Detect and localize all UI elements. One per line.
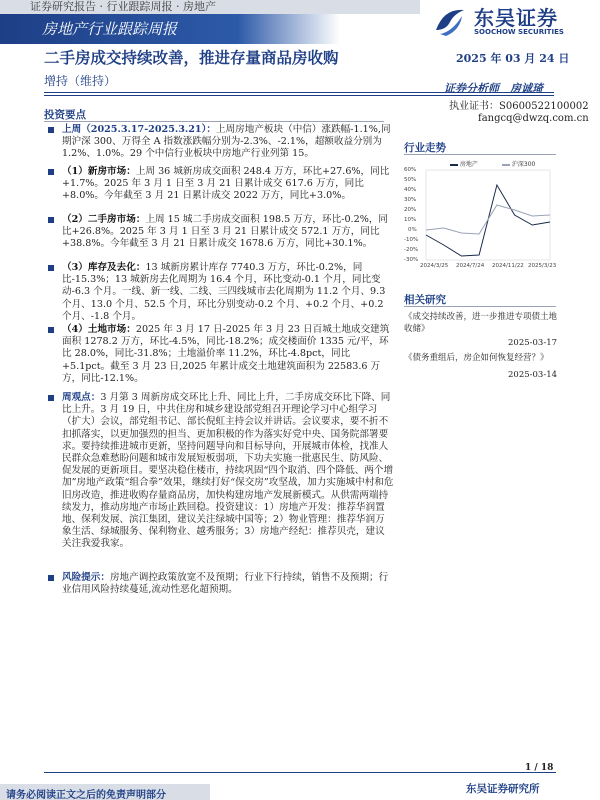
bullet-second-hand bbox=[44, 214, 394, 251]
logo-name-cn: 东吴证券 bbox=[474, 6, 558, 30]
x-tick: 2025/3/23 bbox=[528, 263, 557, 269]
series-line-property bbox=[426, 185, 550, 256]
bullet-text: 3 月第 3 周新房成交环比上升、同比上升，二手房成交环比下降、同比上升。3 月 19 日，中共住房和城乡建设部党组召开理论学习中心组学习（扩大）会议，部党组书记、部长倪虹主持会议并讲话。会议要求，要不折不扣抓落实，以更加强烈的担当、更加积极的作为落实好党中央、国务院部署要求。要持续推进城市更新，坚持问题导向和目标导向，开展城市体检，找准人民群众急难愁盼问题和城市发展短板弱项，下功夫实施一批惠民生、防风险、促发展的更新项目。要坚决稳住楼市，持续巩固“四个取消、四个降低、两个增加”房地产政策“组合拳”效果，继续打好“保交房”攻坚战，加力实施城中村和危旧房改造，推进收购存量商品房，加快构建房地产发展新模式。从供需两端持续发力，推动房地产市场止跌回稳。投资建议：1）房地产开发：推荐华润置地、保利发展、滨江集团，建议关注绿城中国等；2）物业管理：推荐华润万象生活、绿城服务、保利物业、越秀服务；3）房地产经纪：推荐贝壳，建议关注我爱我家。 bbox=[62, 392, 394, 550]
related-item-title[interactable]: 《债务重组后，房企如何恢复经营？》 bbox=[404, 353, 549, 363]
legend-swatch-csi300 bbox=[502, 164, 510, 166]
investment-points-rule bbox=[44, 121, 384, 122]
x-tick: 2024/3/25 bbox=[420, 263, 449, 269]
bullet-square-icon bbox=[48, 327, 54, 333]
related-rule bbox=[404, 306, 556, 307]
legend-label-csi300: 沪深300 bbox=[511, 161, 536, 168]
y-tick: -10% bbox=[404, 237, 419, 243]
report-headline: 二手房成交持续改善，推进存量商品房收购 bbox=[44, 48, 339, 67]
footer-rule bbox=[44, 772, 556, 773]
bullet-text: 上周房地产板块（中信）涨跌幅-1.1%,同期沪深 300、万得全 A 指数涨跌幅分别为-2.3%、-2.1%，超额收益分别为 1.2%、1.0%。29 个中信行业板块中房地产行业列第 15。 bbox=[62, 124, 391, 160]
company-logo bbox=[432, 2, 592, 42]
y-tick: 20% bbox=[404, 207, 417, 213]
bullet-lead: （3）库存及去化： bbox=[62, 262, 146, 273]
bullet-weekly-view bbox=[44, 392, 394, 551]
bullet-square-icon bbox=[48, 169, 54, 175]
bullet-text: 上周 15 城二手房成交面积 198.5 万方，环比-0.2%，同比+26.8%。2025 年 3 月 1 日至 3 月 21 日累计成交 572.1 万方，同比+38.8%。今年截至 3 月 21 日累计成交 1678.6 万方，同比+30.1%。 bbox=[62, 214, 389, 250]
bullet-square-icon bbox=[48, 217, 54, 223]
bullet-square-icon bbox=[48, 127, 54, 133]
related-item-title[interactable]: 《成交持续改善，进一步推进专项债土地收储》 bbox=[404, 312, 558, 334]
report-date: 2025 年 03 月 24 日 bbox=[456, 52, 570, 65]
section-label: 房地产行业跟踪周报 bbox=[42, 20, 178, 38]
bullet-lead: 周观点： bbox=[62, 392, 101, 403]
disclaimer-strip bbox=[0, 784, 210, 800]
bullet-lead: 上周（2025.3.17-2025.3.21）： bbox=[62, 124, 216, 135]
bullet-square-icon bbox=[48, 575, 54, 581]
y-tick: 50% bbox=[404, 177, 417, 183]
bullet-lead: （4）土地市场： bbox=[62, 324, 136, 335]
y-tick: 40% bbox=[404, 187, 417, 193]
analyst-cert: 执业证书：S0600522100002 bbox=[449, 101, 589, 112]
page-number: 1 / 18 bbox=[525, 763, 554, 773]
disclaimer-text: 请务必阅读正文之后的免责声明部分 bbox=[6, 790, 166, 800]
y-tick: -30% bbox=[404, 257, 419, 263]
series-line-csi300 bbox=[426, 205, 550, 234]
y-tick: 0% bbox=[408, 227, 417, 233]
trend-title: 行业走势 bbox=[404, 142, 446, 154]
bullet-risk bbox=[44, 572, 394, 596]
bullet-square-icon bbox=[48, 395, 54, 401]
y-tick: 10% bbox=[404, 217, 417, 223]
related-title: 相关研究 bbox=[404, 294, 446, 306]
rating: 增持（维持） bbox=[44, 74, 117, 88]
legend-label-property: 房地产 bbox=[459, 161, 478, 168]
bullet-new-home bbox=[44, 166, 394, 203]
logo-mark-icon bbox=[432, 4, 468, 38]
y-tick: 30% bbox=[404, 197, 417, 203]
related-item-date: 2025-03-14 bbox=[508, 370, 558, 380]
section-strip bbox=[0, 14, 340, 44]
bullet-text: 2025 年 3 月 17 日-2025 年 3 月 23 日百城土地成交建筑面积 1278.2 万方，环比-4.5%，同比-18.2%；成交楼面价 1335 元/平，环比 28.0%，同比-31.8%；土地溢价率 11.2%，环比-4.8pct，同比+5.1pct。截至 3 月 23 日,2025 年累计成交土地建筑面积为 22583.6 万方，同比-12.1%。 bbox=[62, 324, 390, 384]
bullet-inventory bbox=[44, 262, 394, 323]
y-tick: 60% bbox=[404, 167, 417, 173]
trend-chart-svg bbox=[404, 157, 556, 269]
legend-item-csi300 bbox=[502, 159, 535, 168]
analyst-name: 证券分析师 房诚琦 bbox=[444, 82, 543, 95]
bullet-land-market bbox=[44, 324, 394, 385]
bullet-text: 上周 36 城新房成交面积 248.4 万方，环比+27.6%，同比+1.7%。2025 年 3 月 1 日至 3 月 21 日累计成交 617.6 万方，同比+8.0%。今年截至 3 月 21 日累计成交 2022 万方，同比+3.0%。 bbox=[62, 166, 390, 202]
bullet-last-week bbox=[44, 124, 394, 161]
analyst-email: fangcq@dwzq.com.cn bbox=[478, 113, 589, 124]
legend-item-property bbox=[450, 159, 478, 168]
legend-swatch-property bbox=[450, 164, 458, 166]
header-banner bbox=[0, 0, 420, 48]
y-tick: -20% bbox=[404, 247, 419, 253]
investment-points-title: 投资要点 bbox=[44, 109, 86, 121]
bullet-square-icon bbox=[48, 265, 54, 271]
bullet-lead: （1）新房市场： bbox=[62, 166, 136, 177]
bullet-lead: （2）二手房市场： bbox=[62, 214, 146, 225]
bullet-text: 13 城新房累计库存 7740.3 万方，环比-0.2%，同比-15.3%；13 城新房去化周期为 16.4 个月，环比变动-0.1 个月，同比变动-6.3 个月。一线、新一线、二线、三四线城市去化周期为 11.2 个月、9.3 个月、13.0 个月、52.5 个月，环比分别变动-0.2 个月、+0.2 个月、+0.2 个月、-1.8 个月。 bbox=[62, 262, 386, 322]
footer-firm: 东吴证券研究所 bbox=[466, 783, 540, 795]
trend-chart bbox=[404, 157, 556, 269]
x-tick: 2024/11/22 bbox=[492, 263, 524, 269]
logo-name-en: SOOCHOW SECURITIES bbox=[474, 28, 564, 36]
x-tick: 2024/7/24 bbox=[456, 263, 485, 269]
related-item-date: 2025-03-17 bbox=[508, 338, 558, 348]
report-type-strip bbox=[0, 0, 420, 14]
trend-rule bbox=[404, 154, 556, 155]
report-type-label: 证券研究报告 · 行业跟踪周报 · 房地产 bbox=[30, 0, 216, 13]
bullet-text: 房地产调控政策放宽不及预期；行业下行持续，销售不及预期；行业信用风险持续蔓延,流动性恶化超预期。 bbox=[62, 572, 389, 596]
plot-frame bbox=[426, 170, 550, 260]
bullet-lead: 风险提示： bbox=[62, 572, 110, 583]
